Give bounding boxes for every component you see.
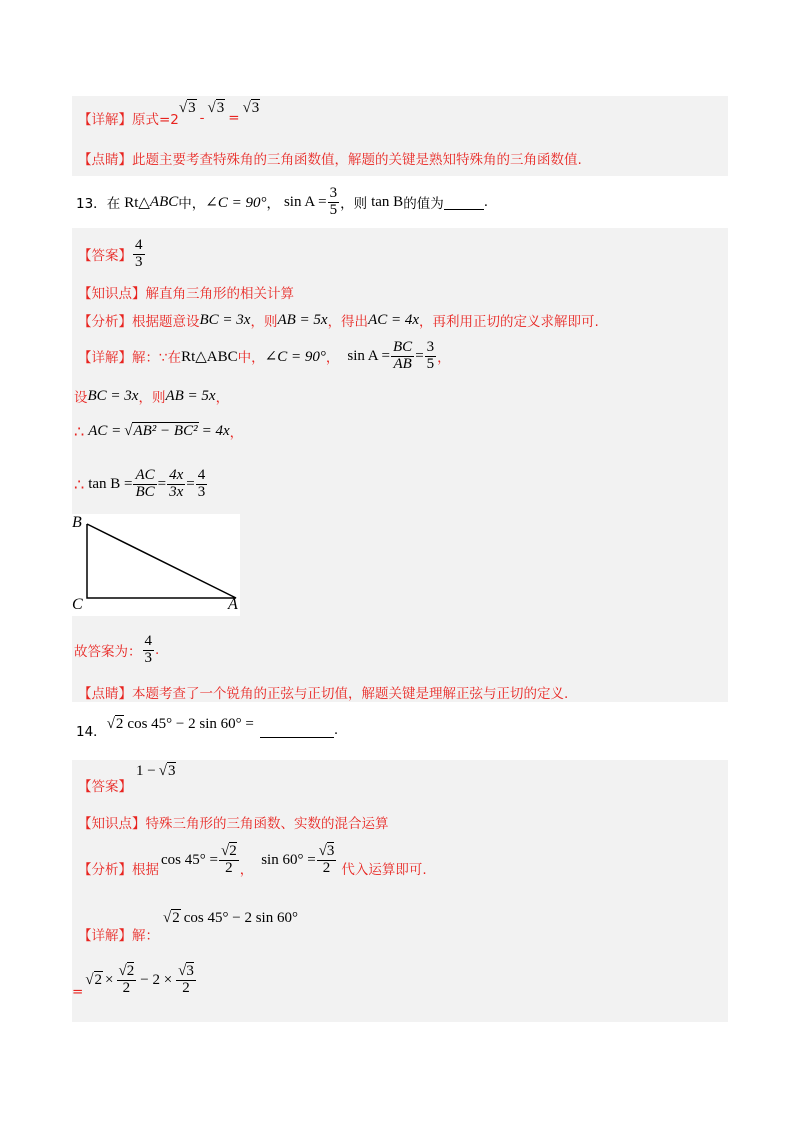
q12-comment-tag: 【点睛】: [78, 152, 132, 168]
q13-comment-tag: 【点睛】: [78, 686, 132, 702]
q13-analysis-t2: ，则: [250, 314, 278, 330]
q14-knowledge-row: [78, 812, 389, 832]
q13-set-text: 设: [74, 390, 88, 406]
q13-analysis-row: [78, 310, 599, 330]
triangle-figure: [72, 514, 240, 616]
q14-answer-tag: 【答案】: [78, 779, 132, 795]
q12-equals: =: [228, 110, 240, 126]
q14-answer-blank: [260, 723, 334, 738]
q13-tanb-eq1: =: [157, 475, 167, 492]
q14-analysis-t2: 代入运算即可.: [341, 862, 427, 878]
q12-minus: -: [199, 110, 205, 126]
q14-analysis-row: [78, 838, 427, 882]
q13-knowledge-tag: 【知识点】: [78, 286, 146, 302]
q13-analysis-m3: AC = 4x: [368, 311, 420, 328]
q13-final-fraction: $\frac{4}{3}$: [144, 632, 152, 666]
q14-step-minus: − 2 ×: [140, 971, 173, 988]
q13-final-row: [74, 630, 159, 670]
q14-answer-sqrt3: √3: [158, 762, 176, 779]
q13-abc: ABC: [149, 193, 179, 210]
q14-detail-expr: cos 45° − 2 sin 60°: [183, 909, 298, 926]
q14-analysis-sin: sin 60° =: [261, 851, 316, 868]
q14-analysis-frac-sin: $\frac{√3}{2}$: [318, 842, 335, 876]
q13-period: .: [483, 194, 488, 210]
q12-sqrt3-c: √3: [242, 99, 260, 116]
q14-detail-row: [78, 906, 298, 942]
q12-detail-row: [78, 96, 260, 140]
q13-detail-rt: Rt△ABC: [181, 348, 238, 365]
q13-knowledge-row: [78, 282, 294, 302]
q12-detail-tag: 【详解】: [78, 112, 132, 128]
q14-number: 14．: [76, 724, 107, 740]
q14-step-frac2: $\frac{√3}{2}$: [178, 962, 194, 996]
q13-ac-sqrt: √AB² − BC²: [124, 422, 198, 439]
q13-question: [76, 184, 488, 220]
q13-tan-b: tan B: [371, 193, 404, 210]
q13-answer-tag: 【答案】: [78, 248, 132, 264]
q13-angle-c: ∠C = 90°: [205, 194, 267, 211]
q13-analysis-tag: 【分析】: [78, 314, 132, 330]
q13-set-row: [74, 386, 229, 406]
q14-step-sqrt2: √2: [85, 971, 103, 988]
q13-text-in: 在: [106, 196, 121, 212]
q13-final-period: .: [155, 642, 160, 658]
q13-ac-right: = 4x: [201, 422, 230, 439]
q13-set-end: ，: [215, 390, 230, 406]
q13-detail-frac-bc-ab: $\frac{BC}{AB}$: [393, 338, 413, 372]
q13-number: 13．: [76, 196, 107, 212]
q13-analysis-t4: ，再利用正切的定义求解即可.: [419, 314, 599, 330]
q13-text-zhong: 中，: [178, 196, 206, 212]
q13-detail-tag: 【详解】: [78, 350, 132, 366]
q12-sqrt3-b: √3: [207, 99, 225, 116]
q14-analysis-t1: 根据: [132, 862, 159, 878]
q13-comment-text: 本题考查了一个锐角的正弦与正切值，解题关键是理解正弦与正切的定义.: [132, 686, 569, 702]
vertex-b-label: B: [72, 514, 82, 531]
q14-analysis-cos: cos 45° =: [161, 851, 218, 868]
q12-detail-text: 原式=2: [132, 112, 179, 128]
q13-ac-left: AC =: [88, 422, 122, 439]
q14-step-eq: =: [72, 984, 84, 1000]
q13-detail-zhong: 中，: [237, 350, 265, 366]
q14-question: [76, 716, 338, 744]
q13-text-value: 的值为: [403, 196, 444, 212]
q13-detail-comma: ，: [325, 350, 340, 366]
q13-analysis-m1: BC = 3x: [199, 311, 251, 328]
triangle-shape: [87, 524, 236, 598]
q13-set-m2: AB = 5x: [165, 387, 216, 404]
q13-therefore2: ∴: [74, 474, 85, 494]
q12-comment-text: 此题主要考查特殊角的三角函数值，解题的关键是熟知特殊角的三角函数值.: [132, 152, 582, 168]
vertex-a-label: A: [228, 596, 238, 613]
q13-answer-row: [78, 234, 146, 274]
q13-tanb-frac2: $\frac{4x}{3x}$: [169, 466, 184, 500]
q13-knowledge-text: 解直角三角形的相关计算: [145, 286, 294, 302]
q13-rt: Rt△: [124, 194, 150, 211]
q13-therefore: ∴: [74, 421, 85, 441]
triangle-svg: [72, 514, 240, 616]
q13-comment-row: [78, 682, 568, 702]
q14-answer-row: [78, 760, 176, 794]
q13-detail-frac-3-5: $\frac{3}{5}$: [426, 338, 435, 372]
q13-final-text: 故答案为：: [74, 644, 142, 660]
q13-analysis-t3: ，得出: [327, 314, 369, 330]
q13-analysis-m2: AB = 5x: [277, 311, 328, 328]
q13-detail-sin: sin A =: [347, 347, 391, 364]
q14-expression: cos 45° − 2 sin 60° =: [127, 715, 254, 732]
q13-comma: ，: [266, 196, 280, 212]
q13-answer-fraction: $\frac{4}{3}$: [135, 236, 143, 270]
q14-period: .: [333, 722, 339, 738]
q13-set-m1: BC = 3x: [87, 387, 139, 404]
q13-detail-angle: ∠C = 90°: [264, 348, 326, 365]
q13-detail-row: [78, 336, 451, 376]
q14-sqrt2: √2: [106, 715, 124, 732]
q13-tanb-row: [74, 462, 208, 506]
q13-text-ze: ，则: [340, 196, 368, 212]
q13-sin-a: sin A =: [283, 193, 327, 210]
q13-tanb-left: tan B =: [88, 475, 133, 492]
q12-comment-row: [78, 148, 582, 168]
q14-step-frac1: $\frac{√2}{2}$: [118, 962, 135, 996]
q14-analysis-comma: ，: [239, 862, 254, 878]
q13-ac-row: [74, 418, 243, 444]
q13-tanb-frac1: $\frac{AC}{BC}$: [135, 466, 155, 500]
q14-step-times1: ×: [105, 971, 114, 988]
q13-detail-eq: =: [415, 347, 424, 364]
q13-set-t2: ，则: [138, 390, 166, 406]
q14-detail-t1: 解：: [132, 928, 159, 944]
q12-sqrt3-a: √3: [178, 99, 196, 116]
q13-fraction: $\frac{3}{5}$: [329, 184, 338, 218]
q14-answer-1: 1 −: [136, 762, 156, 779]
q14-knowledge-tag: 【知识点】: [78, 816, 146, 832]
q14-step-row: [72, 958, 197, 1002]
q14-detail-tag: 【详解】: [78, 928, 132, 944]
q13-tanb-eq2: =: [186, 475, 195, 492]
q13-analysis-t1: 根据题意设: [132, 314, 200, 330]
q13-detail-end: ，: [437, 350, 451, 366]
q14-detail-sqrt2: √2: [163, 909, 180, 926]
q13-detail-t1: 解：∵在: [132, 350, 182, 366]
q13-ac-end: ，: [229, 425, 244, 441]
vertex-c-label: C: [72, 596, 83, 613]
q14-knowledge-text: 特殊三角形的三角函数、实数的混合运算: [145, 816, 389, 832]
q14-analysis-tag: 【分析】: [78, 862, 132, 878]
q14-analysis-frac-cos: $\frac{√2}{2}$: [220, 842, 237, 876]
q13-tanb-frac3: $\frac{4}{3}$: [197, 466, 206, 500]
q13-answer-blank: [444, 195, 484, 210]
